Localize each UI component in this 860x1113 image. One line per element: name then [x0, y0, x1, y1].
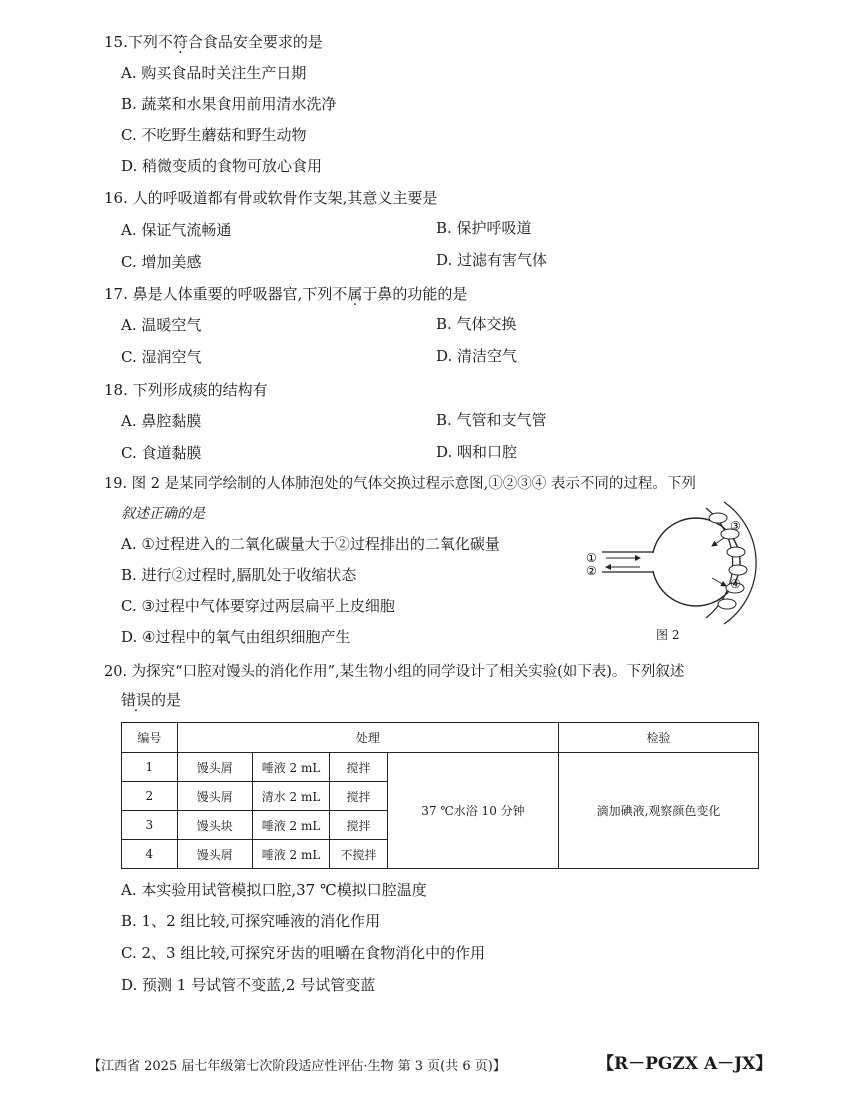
cell-material: 馒头屑 [177, 840, 252, 869]
q20-option-c: C. 2、3 组比较,可探究牙齿的咀嚼在食物消化中的作用 [121, 944, 486, 962]
q18-stem: 18. 下列形成痰的结构有 [104, 381, 268, 399]
q16-option-a: A. 保证气流畅通 [121, 221, 232, 239]
q16-option-d: D. 过滤有害气体 [436, 251, 548, 269]
cell-material: 馒头屑 [177, 782, 252, 811]
alveolus-diagram [578, 500, 760, 625]
q20-option-b: B. 1、2 组比较,可探究唾液的消化作用 [121, 912, 381, 930]
page-footer: 【江西省 2025 届七年级第七次阶段适应性评估·生物 第 3 页(共 6 页)】 [88, 1059, 506, 1074]
q16-option-c: C. 增加美感 [121, 253, 202, 271]
q17-emphasis: 不属于 [332, 285, 378, 303]
cell-liquid: 唾液 2 mL [252, 811, 329, 840]
q20-stem-line1: 20. 为探究“口腔对馒头的消化作用”,某生物小组的同学设计了相关实验(如下表)。下列叙述 [104, 664, 685, 680]
q19-stem-line1: 19. 图 2 是某同学绘制的人体肺泡处的气体交换过程示意图,①②③④ 表示不同的过程。下列 [104, 476, 696, 492]
q15-option-b: B. 蔬菜和水果食用前用清水洗净 [121, 95, 337, 113]
table-header-row [122, 723, 759, 753]
cell-material: 馒头块 [177, 811, 252, 840]
figure-label-1: ① [586, 551, 597, 565]
cell-id: 1 [122, 753, 178, 782]
figure-label-4: ④ [730, 577, 741, 591]
header-id: 编号 [122, 723, 178, 753]
cell-stir: 不搅拌 [330, 840, 388, 869]
q20-emphasis: 错误 [121, 691, 152, 709]
header-test: 检验 [559, 723, 759, 753]
q17-option-b: B. 气体交换 [436, 315, 517, 333]
figure-label-3: ③ [730, 519, 741, 533]
q17-option-a: A. 温暖空气 [121, 316, 202, 334]
q19-option-c: C. ③过程中气体要穿过两层扁平上皮细胞 [121, 597, 395, 615]
table-row [122, 753, 759, 782]
cell-shared-condition: 37 ℃水浴 10 分钟 [387, 753, 558, 869]
exam-code: 【R－PGZX A－JX】 [597, 1054, 773, 1074]
q19-option-d: D. ④过程中的氧气由组织细胞产生 [121, 628, 351, 646]
header-treatment: 处理 [177, 723, 558, 753]
cell-id: 4 [122, 840, 178, 869]
cell-stir: 搅拌 [330, 753, 388, 782]
figure-caption: 图 2 [656, 628, 680, 642]
red-blood-cell [727, 547, 745, 557]
cell-id: 2 [122, 782, 178, 811]
q17-stem: 17. 鼻是人体重要的呼吸器官,下列不属于鼻的功能的是 [104, 285, 468, 303]
q15-stem: 15.下列不符合食品安全要求的是 [104, 33, 323, 51]
q19-option-a: A. ①过程进入的二氧化碳量大于②过程排出的二氧化碳量 [121, 535, 500, 553]
cell-stir: 搅拌 [330, 811, 388, 840]
q15-option-d: D. 稍微变质的食物可放心食用 [121, 157, 323, 175]
q17-option-c: C. 湿润空气 [121, 348, 202, 366]
cell-liquid: 唾液 2 mL [252, 840, 329, 869]
q17-option-d: D. 清洁空气 [436, 347, 518, 365]
q20-stem-line2: 错误的是 [121, 691, 182, 709]
red-blood-cell [709, 513, 727, 523]
q19-stem-line2: 叙述正确的是 [121, 506, 205, 522]
cell-liquid: 唾液 2 mL [252, 753, 329, 782]
q18-option-b: B. 气管和支气管 [436, 411, 547, 429]
q18-option-c: C. 食道黏膜 [121, 444, 202, 462]
q15-option-c: C. 不吃野生蘑菇和野生动物 [121, 126, 307, 144]
cell-id: 3 [122, 811, 178, 840]
cell-liquid: 清水 2 mL [252, 782, 329, 811]
red-blood-cell [729, 565, 747, 575]
q20-option-d: D. 预测 1 号试管不变蓝,2 号试管变蓝 [121, 976, 376, 994]
q15-emphasis: 不符合 [157, 33, 203, 51]
cell-stir: 搅拌 [330, 782, 388, 811]
q19-option-b: B. 进行②过程时,膈肌处于收缩状态 [121, 566, 357, 584]
q16-stem: 16. 人的呼吸道都有骨或软骨作支架,其意义主要是 [104, 189, 438, 207]
q16-option-b: B. 保护呼吸道 [436, 219, 532, 237]
q18-option-a: A. 鼻腔黏膜 [121, 412, 202, 430]
q18-option-d: D. 咽和口腔 [436, 443, 518, 461]
experiment-table [121, 722, 759, 869]
cell-test-method: 滴加碘液,观察颜色变化 [559, 753, 759, 869]
red-blood-cell [718, 599, 736, 609]
figure-label-2: ② [586, 564, 597, 578]
q15-option-a: A. 购买食品时关注生产日期 [121, 64, 307, 82]
q20-option-a: A. 本实验用试管模拟口腔,37 ℃模拟口腔温度 [121, 881, 427, 899]
cell-material: 馒头屑 [177, 753, 252, 782]
